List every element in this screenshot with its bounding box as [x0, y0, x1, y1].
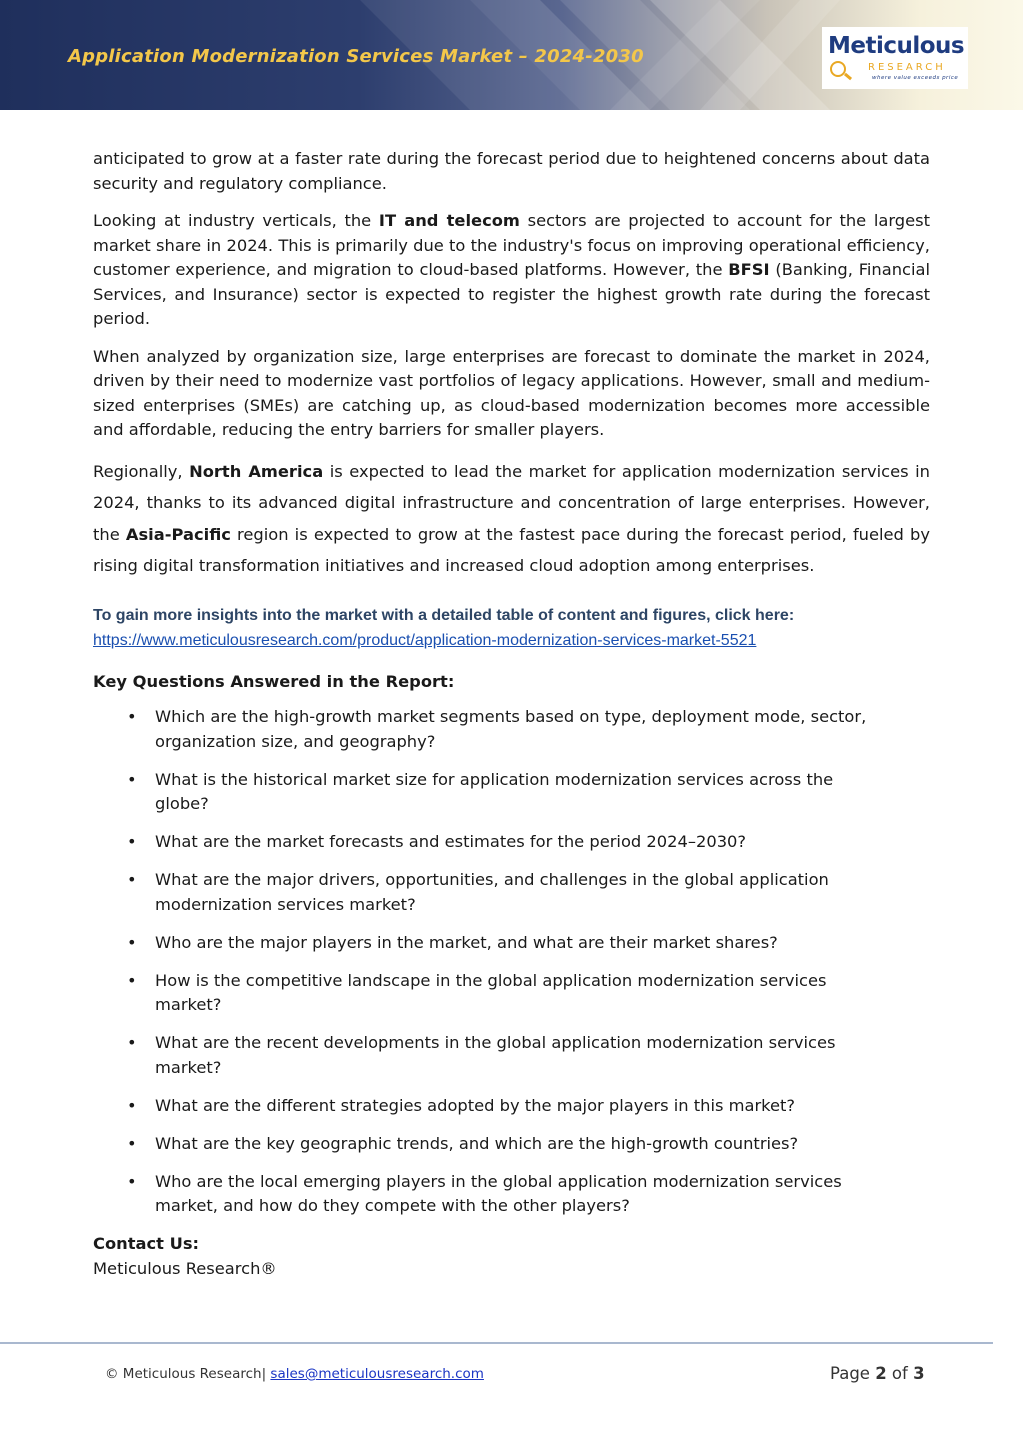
list-item: • Who are the major players in the market, and what are their market shares? [127, 932, 778, 952]
list-item: • Who are the local emerging players in the global application modernization services market, and how do they compete with the other players? [127, 1171, 842, 1215]
header-banner [0, 0, 1023, 110]
document-title: Application Modernization Services Market – 2024-2030 [68, 46, 644, 67]
list-item: • Which are the high-growth market segments based on type, deployment mode, sector, organization size, and geography? [127, 707, 867, 751]
logo-tagline: where value exceeds price [872, 75, 959, 81]
bold-asia-pacific: Asia-Pacific [125, 524, 231, 544]
meticulous-research-logo [822, 27, 968, 89]
insight-callout: To gain more insights into the market with a detailed table of content and figures, click here: [93, 606, 795, 624]
logo-subtitle: RESEARCH [868, 62, 946, 73]
list-item: • What are the recent developments in the global application modernization services market? [127, 1033, 836, 1077]
paragraph-organization-size: When analyzed by organization size, large enterprises are forecast to dominate the market in 2024, driven by their need to modernize vast portfolios of legacy applications. However, small and medium-sized enterprises (SMEs) are catching up, as cloud-based modernization becomes more accessible and affordable, reducing the entry barriers for smaller players. [93, 346, 930, 439]
bold-north-america: North America [189, 461, 324, 481]
list-item: • How is the competitive landscape in the global application modernization services market? [127, 970, 827, 1014]
bold-it-telecom: IT and telecom [378, 211, 520, 230]
current-page: 2 [875, 1364, 887, 1383]
document-body [93, 147, 930, 1281]
contact-name: Meticulous Research® [93, 1258, 277, 1278]
footer-copyright: © Meticulous Research| sales@meticulousresearch.com [105, 1366, 484, 1382]
page-indicator: Page 2 of 3 [830, 1364, 925, 1383]
email-link[interactable]: sales@meticulousresearch.com [270, 1366, 484, 1382]
paragraph-verticals: Looking at industry verticals, the IT and telecom sectors are projected to account for the largest market share in 2024. This is primarily due to the industry's focus on improving operational efficiency, customer experience, and migration to cloud-based platforms. However, the BFSI (Banking, Financial Services, and Insurance) sector is expected to register the highest growth rate during the forecast period. [93, 211, 931, 328]
contact-heading: Contact Us: [93, 1234, 200, 1253]
list-item: • What are the major drivers, opportunities, and challenges in the global application modernization services market? [127, 870, 829, 914]
paragraph-security: anticipated to grow at a faster rate during the forecast period due to heightened concerns about data security and regulatory compliance. [93, 149, 930, 193]
bold-bfsi: BFSI [728, 260, 770, 279]
logo-name: Meticulous [828, 33, 965, 59]
list-item: • What are the market forecasts and estimates for the period 2024–2030? [127, 832, 747, 851]
list-item: • What is the historical market size for application modernization services across the globe? [127, 769, 834, 813]
list-item: • What are the key geographic trends, and which are the high-growth countries? [127, 1133, 799, 1153]
paragraph-regional: Regionally, North America is expected to lead the market for application modernization services in 2024, thanks to its advanced digital infrastructure and concentration of large enterprises. However, the Asia-Pacific region is expected to grow at the fastest pace during the forecast period, fueled by rising digital transformation initiatives and increased cloud adoption among enterprises. [93, 461, 930, 575]
magnifier-handle [844, 73, 852, 80]
key-questions-heading: Key Questions Answered in the Report: [93, 671, 455, 691]
total-pages: 3 [913, 1364, 925, 1383]
key-questions-list [93, 705, 930, 1219]
list-item: • What are the different strategies adopted by the major players in this market? [127, 1095, 796, 1115]
footer-divider [0, 1342, 993, 1344]
report-link[interactable]: https://www.meticulousresearch.com/product/application-modernization-services-market-5521 [93, 631, 757, 649]
